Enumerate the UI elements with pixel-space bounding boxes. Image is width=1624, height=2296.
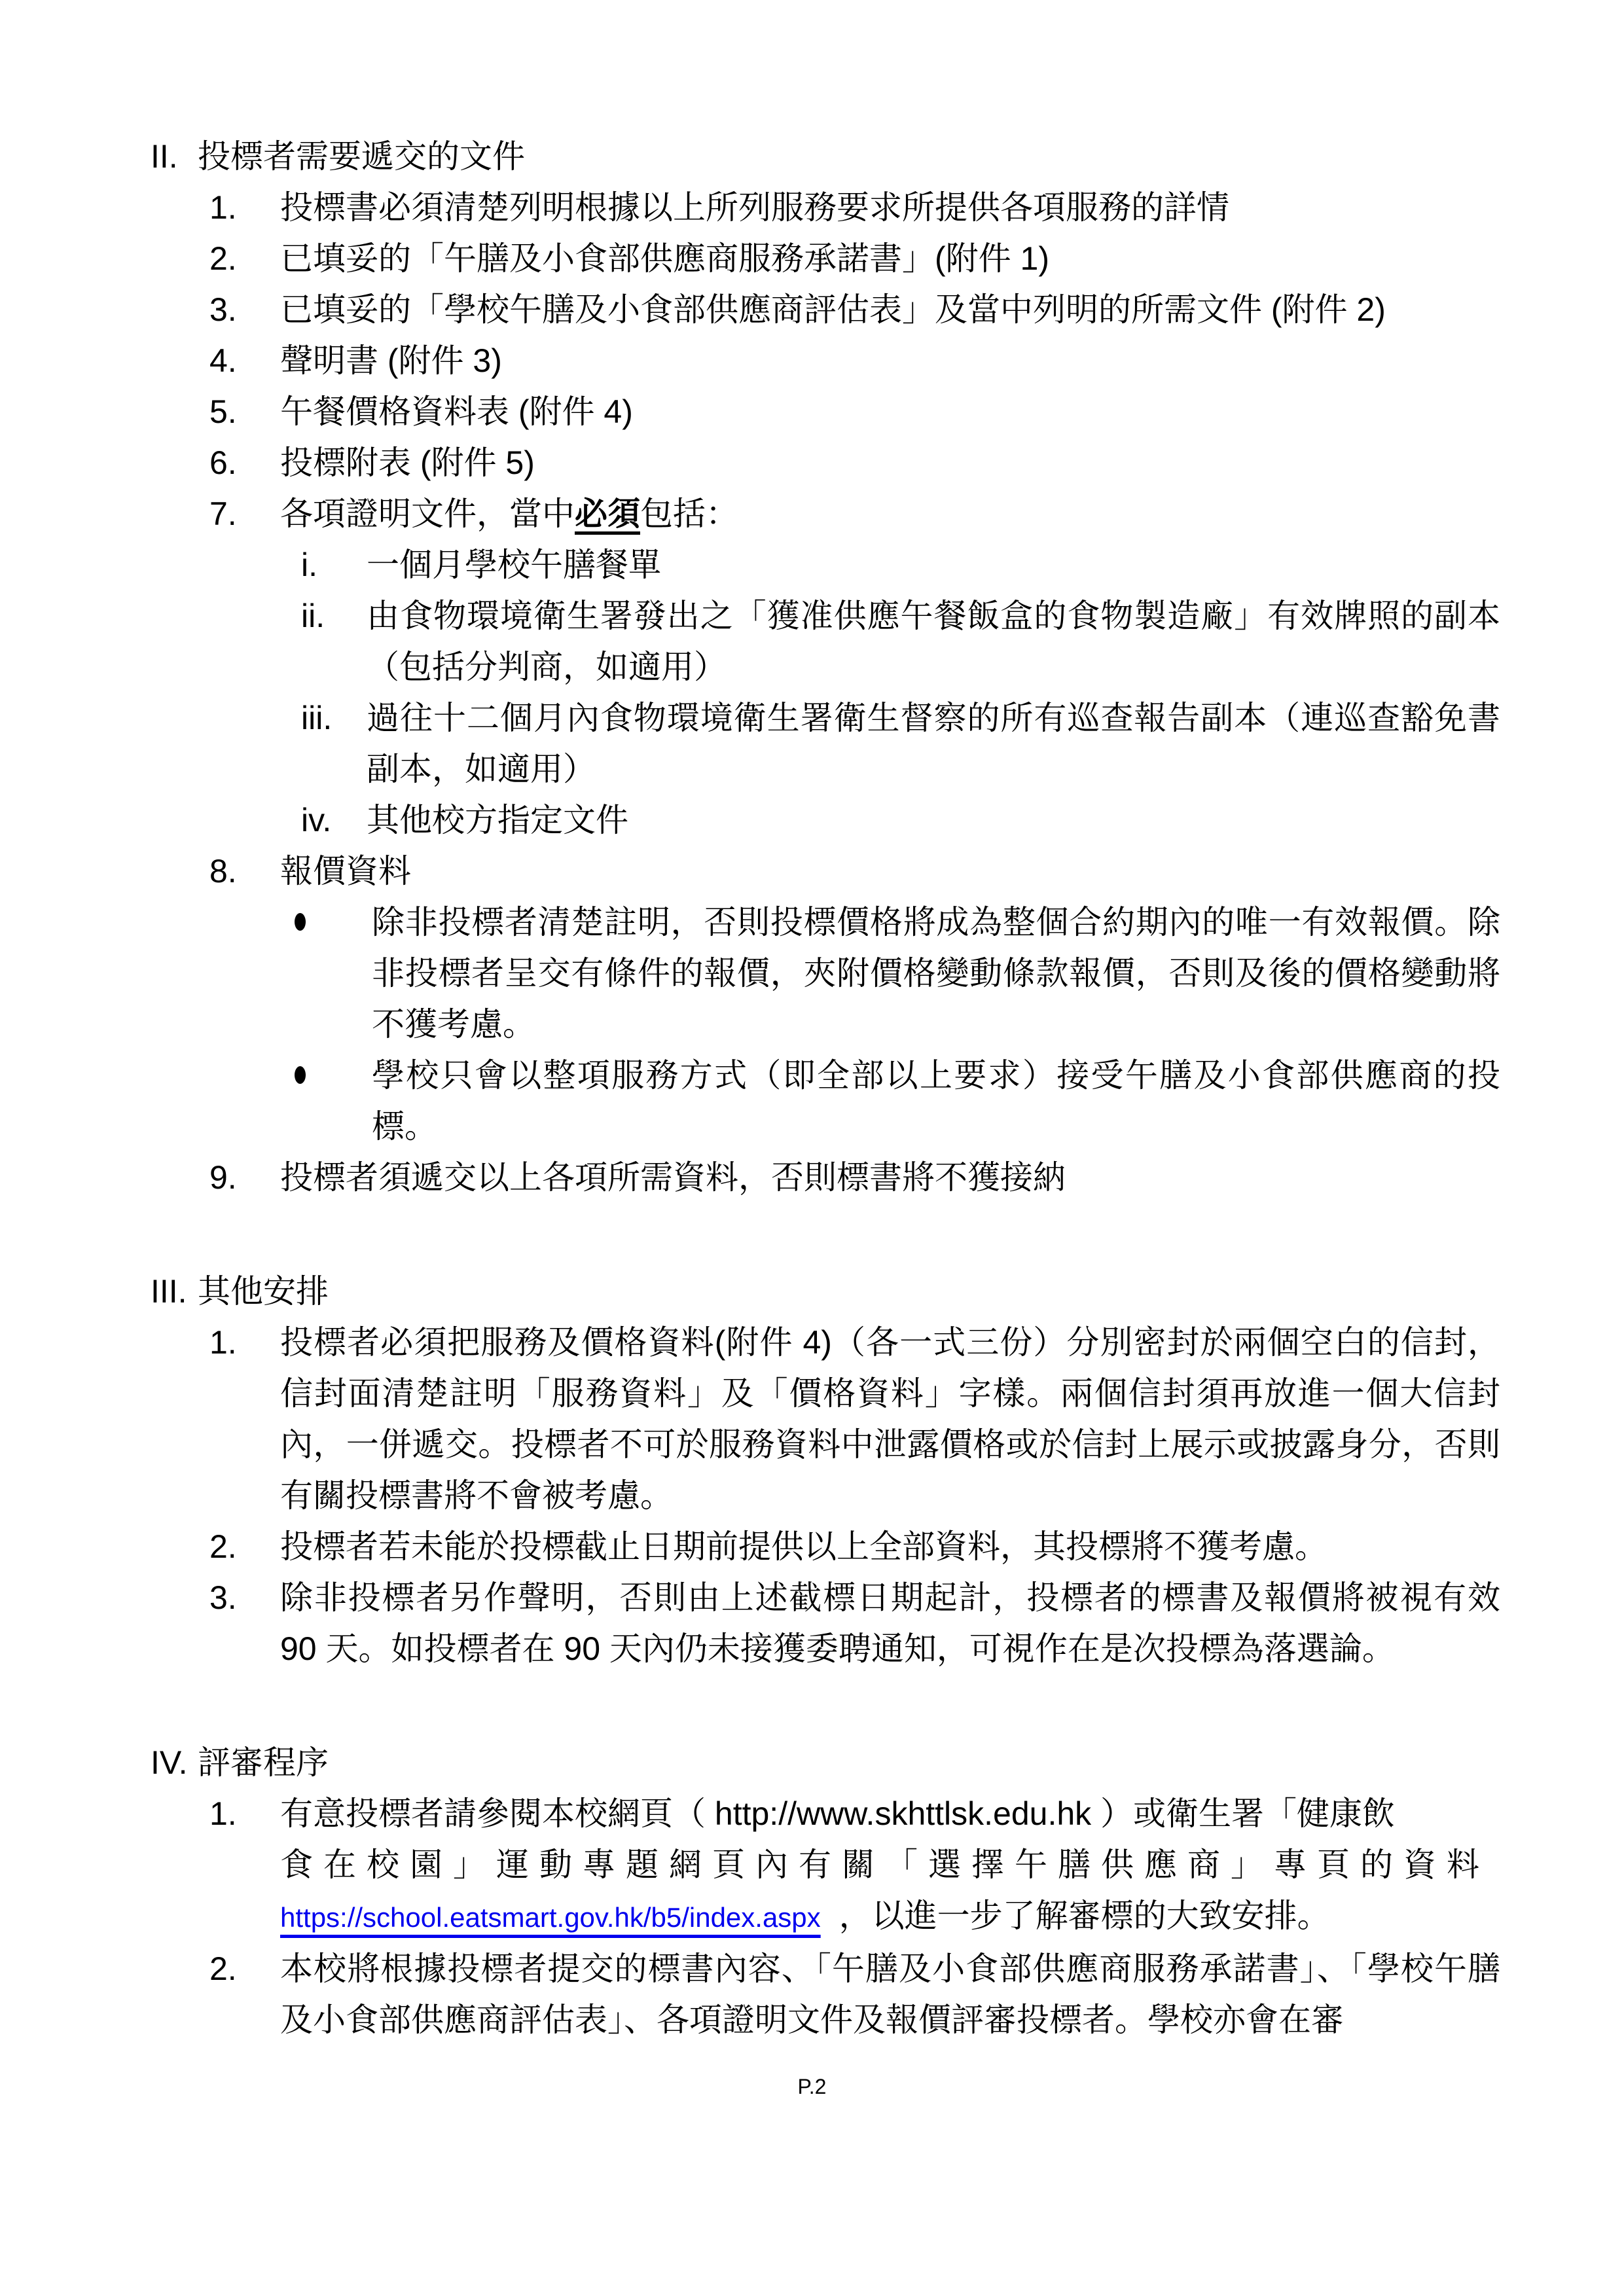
section-number: II. xyxy=(151,138,178,175)
item-number: 3. xyxy=(209,291,237,328)
bullet-dot-icon xyxy=(295,1066,306,1084)
item-number: 1. xyxy=(209,1795,237,1832)
school-website-url-text: http://www.skhttlsk.edu.hk xyxy=(714,1795,1092,1832)
sub-item-text: 其他校方指定文件 xyxy=(367,802,628,838)
line-text: 有意投標者請參閱本校網頁（ xyxy=(280,1795,715,1832)
eatsmart-hyperlink[interactable]: https://school.eatsmart.gov.hk/b5/index.aspx xyxy=(280,1902,821,1933)
item-number: 6. xyxy=(209,444,237,481)
list-item xyxy=(209,488,1500,539)
sub-item-text: 一個月學校午膳餐單 xyxy=(367,547,661,583)
item-text-pre: 各項證明文件，當中 xyxy=(280,495,575,532)
document-body xyxy=(151,131,1500,2045)
list-item xyxy=(209,846,1500,897)
paragraph-line xyxy=(280,1788,1500,1839)
bullet-icon xyxy=(295,897,372,1050)
item-text-emphasis: 必須 xyxy=(575,495,640,532)
section-iii-heading xyxy=(151,1266,1500,1317)
sub-item-text: 過往十二個月內食物環境衛生署衛生督察的所有巡查報告副本（連巡查豁免書副本，如適用） xyxy=(367,700,1500,787)
bullet-text: 除非投標者清楚註明，否則投標價格將成為整個合約期內的唯一有效報價。除非投標者呈交有條件的報價，夾附價格變動條款報價，否則及後的價格變動將不獲考慮。 xyxy=(372,904,1500,1043)
item-text: 投標附表 (附件 5) xyxy=(280,444,535,481)
list-item xyxy=(209,437,1500,488)
line-text: ，以進一步了解審標的大致安排。 xyxy=(839,1897,1330,1934)
item-text: 投標者必須把服務及價格資料(附件 4)（各一式三份）分別密封於兩個空白的信封，信封面清楚註明「服務資料」及「價格資料」字樣。兩個信封須再放進一個大信封內，一併遞交。投標者不可於服務資料中泄露價格或於信封上展示或披露身分，否則有關投標書將不會被考慮。 xyxy=(280,1324,1500,1514)
item-text: 投標者若未能於投標截止日期前提供以上全部資料，其投標將不獲考慮。 xyxy=(280,1528,1327,1565)
paragraph-line-justified: 食在校園」運動專題網頁內有關「選擇午膳供應商」專頁的資料 xyxy=(280,1846,1490,1883)
paragraph-line xyxy=(280,1890,1500,1943)
item-number: 5. xyxy=(209,393,237,430)
list-item xyxy=(209,1943,1500,2045)
sub-item-number: ii. xyxy=(301,598,325,634)
section-number: IV. xyxy=(151,1744,188,1781)
sub-item-number: i. xyxy=(301,547,317,583)
item-text xyxy=(280,488,1500,539)
item-text: 午餐價格資料表 (附件 4) xyxy=(280,393,633,430)
item-text-post: 包括： xyxy=(640,495,738,532)
page-number: P.2 xyxy=(797,2075,827,2098)
item-text: 已填妥的「午膳及小食部供應商服務承諾書」(附件 1) xyxy=(280,240,1049,277)
item-number: 4. xyxy=(209,342,237,379)
sub-item-text: 由食物環境衛生署發出之「獲准供應午餐飯盒的食物製造廠」有效牌照的副本（包括分判商，如適用） xyxy=(367,598,1500,685)
item-number: 9. xyxy=(209,1159,237,1196)
line-text: ）或衛生署「健康飲 xyxy=(1091,1795,1396,1832)
section-gap xyxy=(151,1674,1500,1737)
item-number: 2. xyxy=(209,1950,237,1987)
section-title: 投標者需要遞交的文件 xyxy=(198,138,525,175)
list-item xyxy=(209,1521,1500,1572)
item-number: 1. xyxy=(209,189,237,226)
bullet-dot-icon xyxy=(295,913,306,931)
section-number: III. xyxy=(151,1273,187,1310)
sub-list-item xyxy=(301,539,1500,590)
section-title: 其他安排 xyxy=(198,1273,329,1310)
list-item xyxy=(209,1572,1500,1674)
item-number: 7. xyxy=(209,495,237,532)
section-iv-heading xyxy=(151,1737,1500,1788)
sub-item-number: iii. xyxy=(301,700,333,736)
item-text xyxy=(280,1788,1500,1943)
item-number: 1. xyxy=(209,1324,237,1361)
item-text: 除非投標者另作聲明，否則由上述截標日期起計，投標者的標書及報價將被視有效 90 天。如投標者在 90 天內仍未接獲委聘通知，可視作在是次投標為落選論。 xyxy=(280,1579,1500,1667)
item-number: 8. xyxy=(209,853,237,889)
sub-item-number: iv. xyxy=(301,802,332,838)
section-title: 評審程序 xyxy=(198,1744,329,1781)
list-item xyxy=(209,1317,1500,1521)
bullet-icon xyxy=(295,1050,372,1152)
item-text: 投標書必須清楚列明根據以上所列服務要求所提供各項服務的詳情 xyxy=(280,189,1229,226)
list-item xyxy=(209,386,1500,437)
list-item xyxy=(209,182,1500,233)
list-item xyxy=(209,284,1500,335)
list-item xyxy=(209,233,1500,284)
sub-list-item xyxy=(301,795,1500,846)
item-number: 3. xyxy=(209,1579,237,1616)
list-item xyxy=(209,1788,1500,1943)
list-item xyxy=(209,1152,1500,1203)
bullet-item xyxy=(295,897,1500,1050)
section-ii-heading xyxy=(151,131,1500,182)
list-item xyxy=(209,335,1500,386)
bullet-item xyxy=(295,1050,1500,1152)
item-text: 報價資料 xyxy=(280,853,411,889)
item-text: 聲明書 (附件 3) xyxy=(280,342,502,379)
item-number: 2. xyxy=(209,240,237,277)
bullet-text: 學校只會以整項服務方式（即全部以上要求）接受午膳及小食部供應商的投標。 xyxy=(372,1057,1500,1145)
sub-list-item xyxy=(301,590,1500,692)
item-text: 投標者須遞交以上各項所需資料，否則標書將不獲接納 xyxy=(280,1159,1066,1196)
item-number: 2. xyxy=(209,1528,237,1565)
sub-list-item xyxy=(301,692,1500,795)
section-gap xyxy=(151,1203,1500,1266)
item-text: 已填妥的「學校午膳及小食部供應商評估表」及當中列明的所需文件 (附件 2) xyxy=(280,291,1386,328)
item-text: 本校將根據投標者提交的標書內容、「午膳及小食部供應商服務承諾書」、「學校午膳及小食部供應商評估表」、各項證明文件及報價評審投標者。學校亦會在審 xyxy=(280,1950,1500,2038)
